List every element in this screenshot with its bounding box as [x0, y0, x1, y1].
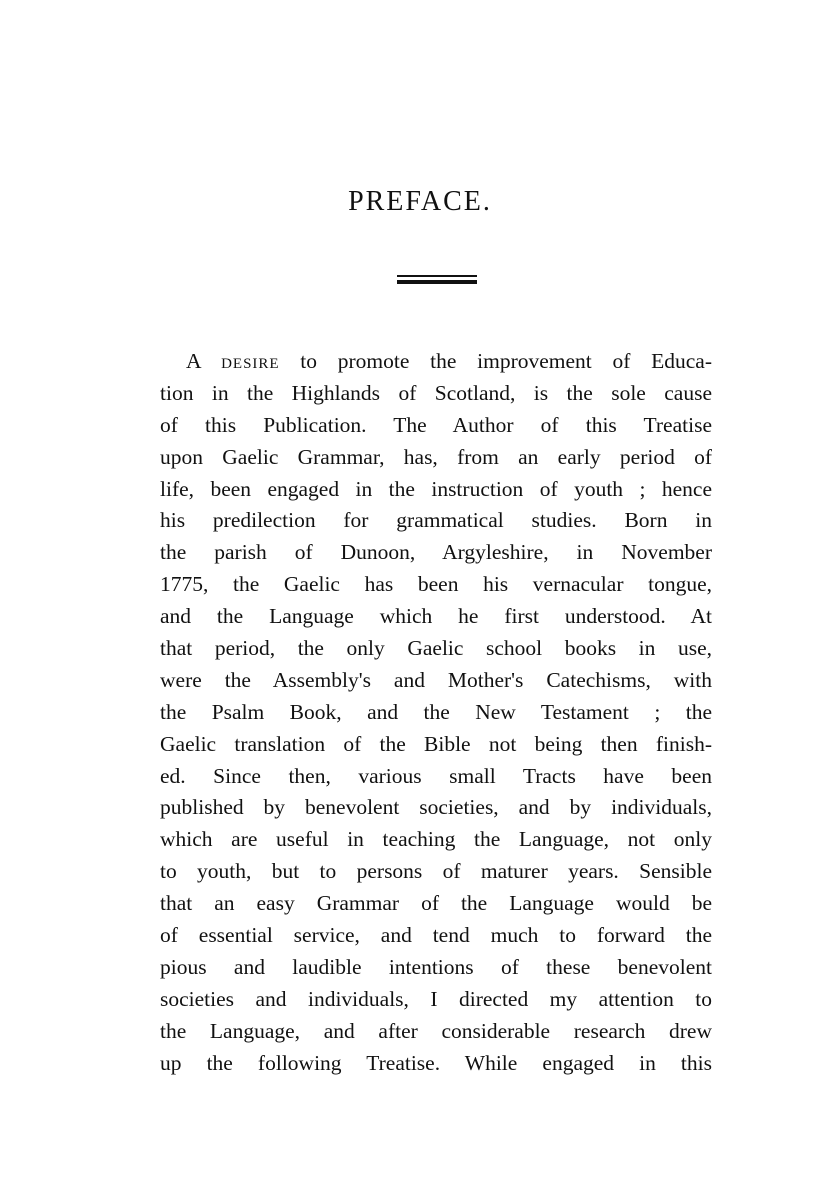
paragraph-line: ed. Since then, various small Tracts have been [160, 763, 712, 788]
paragraph-line: the parish of Dunoon, Argyleshire, in November [160, 540, 712, 565]
opening-word: A [186, 349, 201, 373]
paragraph-line: that period, the only Gaelic school books in use, [160, 636, 712, 661]
paragraph-line: of this Publication. The Author of this Treatise [160, 412, 712, 437]
paragraph-line: Gaelic translation of the Bible not being then finish- [160, 731, 712, 756]
divider-thin-line [397, 275, 477, 277]
divider-thick-line [397, 280, 477, 284]
paragraph-line: tion in the Highlands of Scotland, is the sole cause [160, 380, 712, 405]
opening-smallcaps: desire [221, 349, 280, 373]
paragraph-line: the Psalm Book, and the New Testament ; the [160, 699, 712, 724]
page-title: PREFACE. [348, 186, 492, 217]
paragraph-line-1 [160, 346, 712, 378]
paragraph-line: to youth, but to persons of maturer years. Sensible [160, 859, 712, 884]
paragraph-line: the Language, and after considerable research drew [160, 1018, 712, 1043]
paragraph-line: upon Gaelic Grammar, has, from an early period of [160, 444, 712, 469]
preface-paragraph [160, 346, 712, 1079]
paragraph-line: pious and laudible intentions of these benevolent [160, 954, 712, 979]
double-rule-divider [397, 275, 477, 286]
paragraph-line: life, been engaged in the instruction of youth ; hence [160, 476, 712, 501]
paragraph-line: his predilection for grammatical studies. Born in [160, 508, 712, 533]
paragraph-line: 1775, the Gaelic has been his vernacular tongue, [160, 572, 712, 597]
paragraph-line: of essential service, and tend much to forward the [160, 923, 712, 948]
first-line-rest: to promote the improvement of Educa- [279, 349, 712, 373]
paragraph-line: and the Language which he first understood. At [160, 604, 712, 629]
paragraph-line: that an easy Grammar of the Language would be [160, 891, 712, 916]
paragraph-line: published by benevolent societies, and by individuals, [160, 795, 712, 820]
paragraph-line: which are useful in teaching the Language, not only [160, 827, 712, 852]
paragraph-line: were the Assembly's and Mother's Catechisms, with [160, 667, 712, 692]
paragraph-line: societies and individuals, I directed my attention to [160, 986, 712, 1011]
paragraph-line: up the following Treatise. While engaged in this [160, 1050, 712, 1075]
